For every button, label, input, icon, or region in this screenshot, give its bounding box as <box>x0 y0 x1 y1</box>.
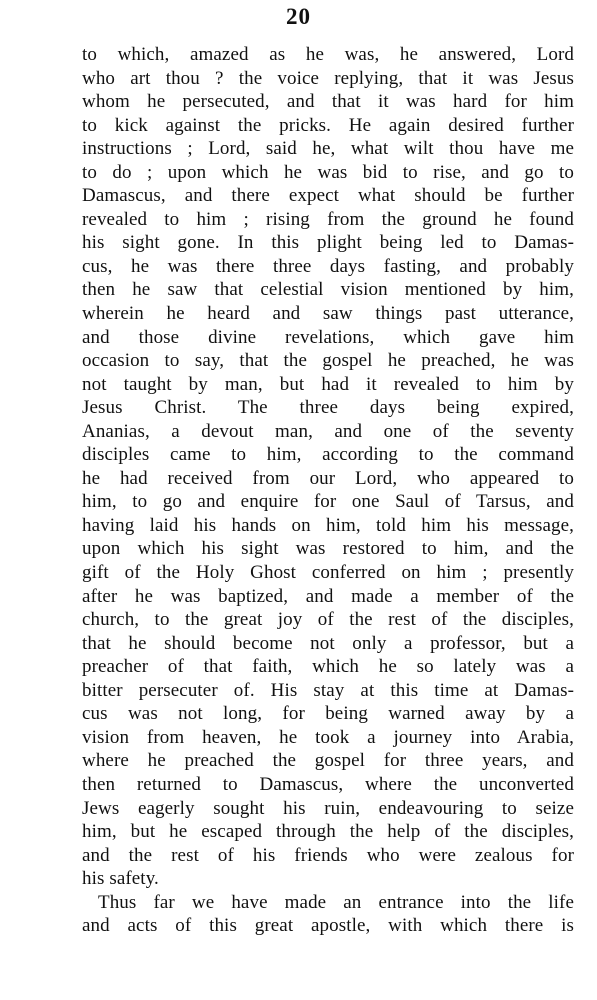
text-line: Jesus Christ. The three days being expired, <box>82 397 574 419</box>
text-line: upon which his sight was restored to him, and the <box>82 538 574 560</box>
text-line: church, to the great joy of the rest of the disciples, <box>82 609 574 631</box>
text-line: who art thou ? the voice replying, that it was Jesus <box>82 67 574 89</box>
text-line: instructions ; Lord, said he, what wilt thou have me <box>82 138 574 160</box>
paragraph-start-line: Thus far we have made an entrance into the life <box>98 891 574 913</box>
text-line: to which, amazed as he was, he answered, Lord <box>82 44 574 65</box>
text-line: gift of the Holy Ghost conferred on him ; presently <box>82 562 574 584</box>
text-line: to do ; upon which he was bid to rise, and go to <box>82 161 574 183</box>
text-line: Ananias, a devout man, and one of the seventy <box>82 420 574 442</box>
text-line: occasion to say, that the gospel he preached, he was <box>82 350 574 372</box>
text-line: not taught by man, but had it revealed to him by <box>82 373 574 395</box>
text-line: preacher of that faith, which he so lately was a <box>82 656 574 678</box>
text-line: disciples came to him, according to the command <box>82 444 574 466</box>
text-line: then returned to Damascus, where the unconverted <box>82 773 574 795</box>
text-line: and the rest of his friends who were zealous for <box>82 844 574 866</box>
text-line: bitter persecuter of. His stay at this time at Damas- <box>82 679 574 701</box>
text-line: revealed to him ; rising from the ground he found <box>82 208 574 230</box>
text-line: where he preached the gospel for three years, and <box>82 750 574 772</box>
text-line: him, to go and enquire for one Saul of Tarsus, and <box>82 491 574 513</box>
text-line: Damascus, and there expect what should be further <box>82 185 574 207</box>
text-line: wherein he heard and saw things past utterance, <box>82 303 574 325</box>
text-line: to kick against the pricks. He again desired further <box>82 114 574 136</box>
text-line: he had received from our Lord, who appeared to <box>82 467 574 489</box>
text-line: Jews eagerly sought his ruin, endeavouring to seize <box>82 797 574 819</box>
text-line: and acts of this great apostle, with which there is <box>82 915 574 937</box>
text-line: vision from heaven, he took a journey into Arabia, <box>82 726 574 748</box>
text-line: cus was not long, for being warned away by a <box>82 703 574 725</box>
page-number: 20 <box>286 4 311 29</box>
text-line: cus, he was there three days fasting, and probably <box>82 255 574 277</box>
text-line: his sight gone. In this plight being led to Damas- <box>82 232 574 254</box>
text-line: whom he persecuted, and that it was hard for him <box>82 91 574 113</box>
text-line: after he was baptized, and made a member of the <box>82 585 574 607</box>
text-line: him, but he escaped through the help of the disciples, <box>82 821 574 843</box>
body-text <box>82 43 574 938</box>
text-line: and those divine revelations, which gave him <box>82 326 574 348</box>
paragraph-end-line: his safety. <box>82 868 159 890</box>
text-line: having laid his hands on him, told him his message, <box>82 514 574 536</box>
text-line: then he saw that celestial vision mentioned by him, <box>82 279 574 301</box>
text-line: that he should become not only a professor, but a <box>82 632 574 654</box>
